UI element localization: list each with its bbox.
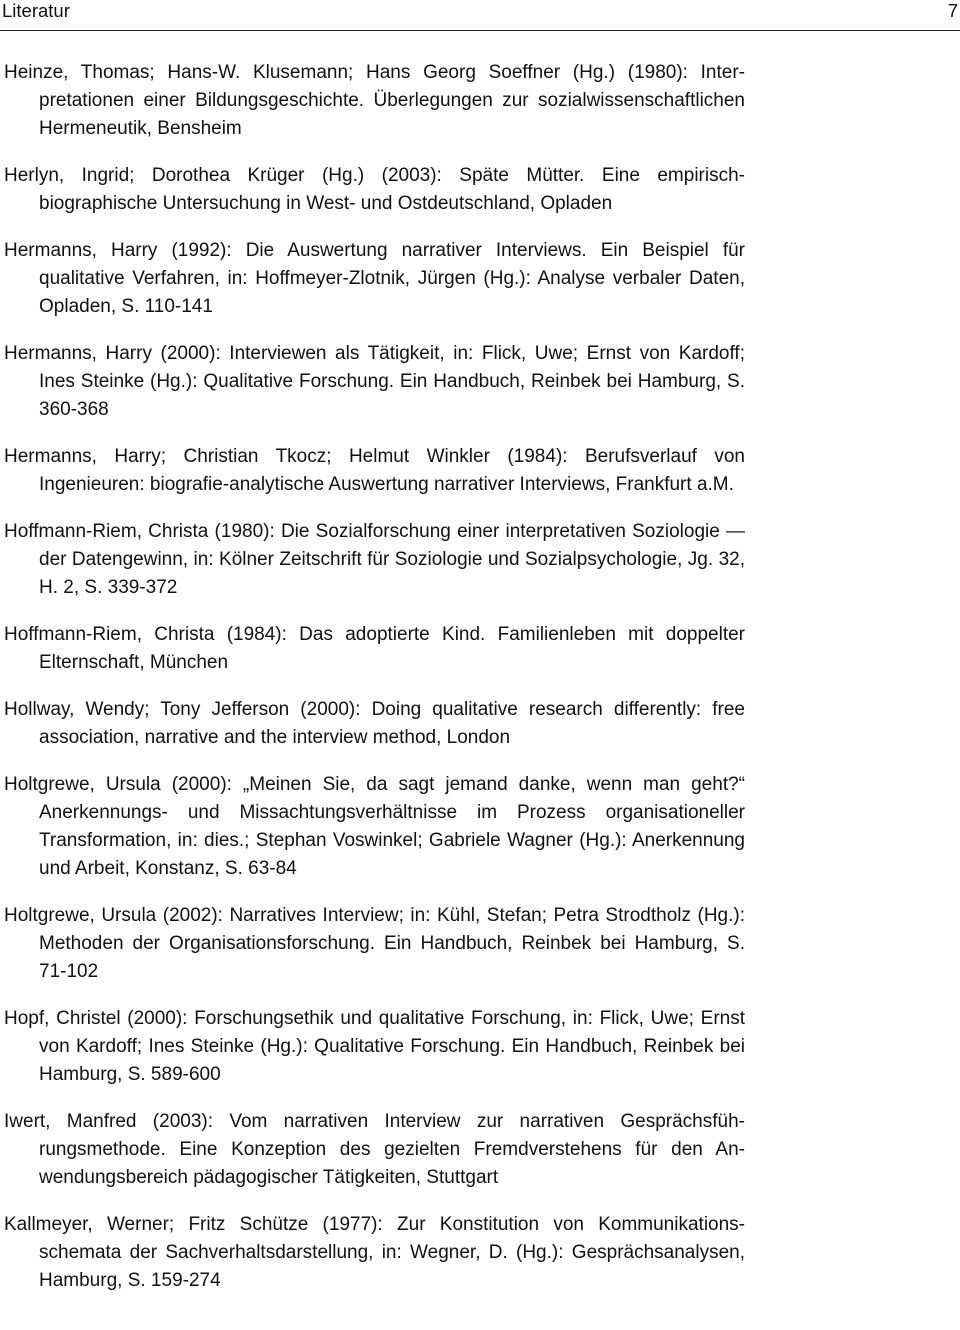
reference-holtgrewe-2000: Holtgrewe, Ursula (2000): „Meinen Sie, da sagt jemand danke, wenn man geht?“ Anerkennungs- und Missachtungsverhältnisse im Prozess organisationeller Transformation, in: dies.; Stephan Voswinkel; Gabriele Wagner (Hg.): Anerkennung und Arbeit, Konstanz, S. 63-84	[4, 774, 745, 879]
reference-hopf-2000: Hopf, Christel (2000): Forschungsethik und qualitative Forschung, in: Flick, Uwe; Ernst von Kardoff; Ines Steinke (Hg.): Qualitative Forschung. Ein Handbuch, Reinbek bei Hamburg, S. 589-600	[4, 1008, 745, 1085]
reference-hoffmann-riem-1980: Hoffmann-Riem, Christa (1980): Die Sozialforschung einer interpretativen Soziologie — der Datengewinn, in: Kölner Zeitschrift für Soziologie und Sozialpsychologie, Jg. 32, H. 2, S. 339-372	[4, 521, 745, 598]
reference-holtgrewe-2002: Holtgrewe, Ursula (2002): Narratives Interview; in: Kühl, Stefan; Petra Strodtholz (Hg.): Methoden der Organisationsforschung. Ein Handbuch, Reinbek bei Hamburg, S. 71-102	[4, 905, 745, 982]
header-divider	[0, 30, 960, 31]
reference-hollway-2000: Hollway, Wendy; Tony Jefferson (2000): Doing qualitative research differently: free association, narrative and the interview method, London	[4, 699, 745, 748]
running-header	[2, 0, 958, 32]
reference-herlyn-2003: Herlyn, Ingrid; Dorothea Krüger (Hg.) (2003): Späte Mütter. Eine empirisch-biographische Untersuchung in West- und Ostdeutschland, Opladen	[4, 165, 745, 214]
reference-hoffmann-riem-1984: Hoffmann-Riem, Christa (1984): Das adoptierte Kind. Familienleben mit doppelter Elternschaft, München	[4, 624, 745, 673]
page-number: 7	[947, 0, 958, 21]
reference-hermanns-2000: Hermanns, Harry (2000): Interviewen als Tätigkeit, in: Flick, Uwe; Ernst von Kardoff; Ines Steinke (Hg.): Qualitative Forschung. Ein Handbuch, Reinbek bei Hamburg, S. 360-368	[4, 343, 745, 420]
reference-heinze-1980: Heinze, Thomas; Hans-W. Klusemann; Hans Georg Soeffner (Hg.) (1980): Interpretationen einer Bildungsgeschichte. Überlegungen zur sozialwissenschaftlichen Hermeneutik, Bensheim	[4, 62, 745, 139]
reference-hermanns-1992: Hermanns, Harry (1992): Die Auswertung narrativer Interviews. Ein Beispiel für qualitative Verfahren, in: Hoffmeyer-Zlotnik, Jürgen (Hg.): Analyse verbaler Daten, Opladen, S. 110-141	[4, 240, 745, 317]
reference-iwert-2003: Iwert, Manfred (2003): Vom narrativen Interview zur narrativen Gesprächsführungsmethode. Eine Konzeption des gezielten Fremdverstehens für den Anwendungsbereich pädagogischer Tätigkeiten, Stuttgart	[4, 1111, 745, 1188]
reference-hermanns-1984: Hermanns, Harry; Christian Tkocz; Helmut Winkler (1984): Berufsverlauf von Ingenieuren: biografie-analytische Auswertung narrativer Interviews, Frankfurt a.M.	[4, 446, 745, 495]
reference-kallmeyer-1977: Kallmeyer, Werner; Fritz Schütze (1977): Zur Konstitution von Kommunikationsschemata der Sachverhaltsdarstellung, in: Wegner, D. (Hg.): Gesprächsanalysen, Hamburg, S. 159-274	[4, 1214, 745, 1291]
reference-list	[4, 59, 745, 1314]
page-title: Literatur	[2, 0, 70, 21]
